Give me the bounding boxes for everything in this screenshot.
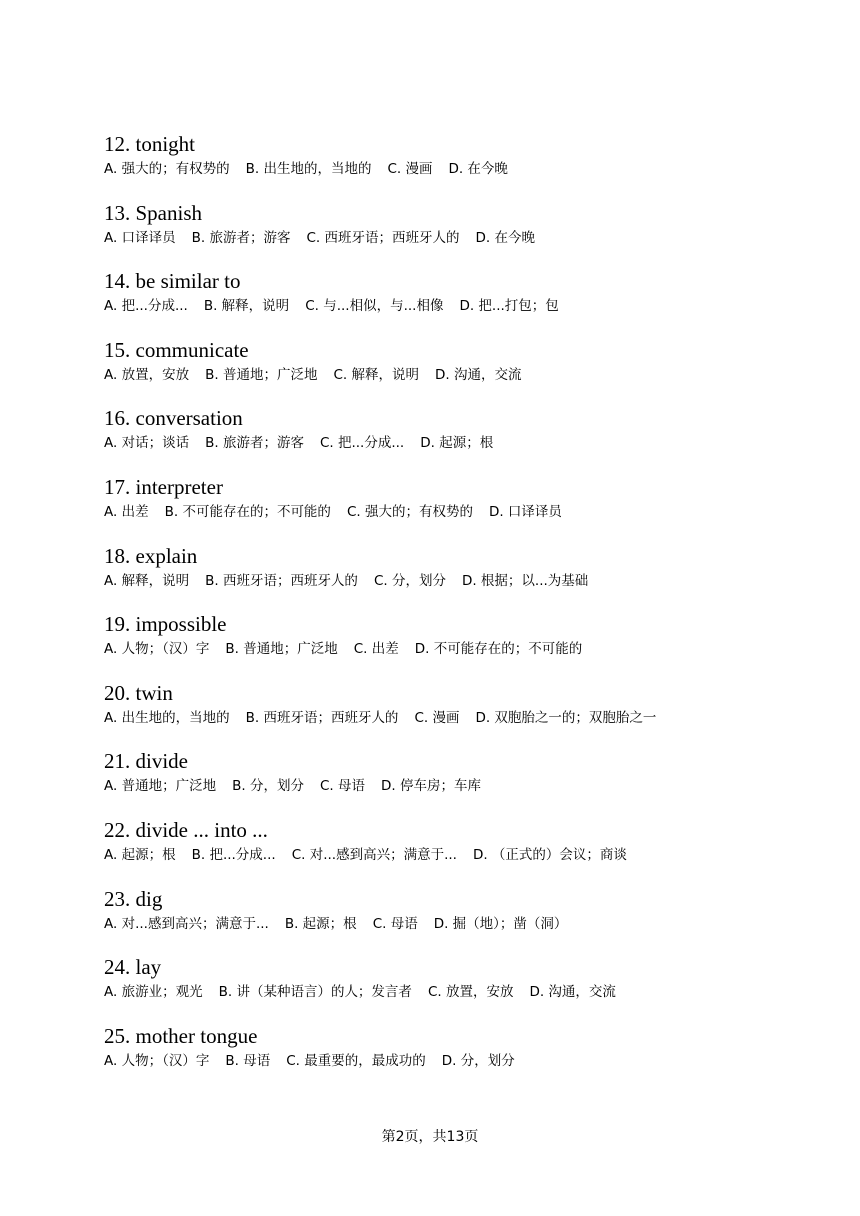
answer-option: B. 普通地；广泛地 — [225, 641, 338, 658]
answer-option: D. 不可能存在的；不可能的 — [414, 641, 583, 658]
answer-option: A. 把...分成... — [104, 298, 188, 315]
answer-option: D. 沟通，交流 — [529, 984, 616, 1001]
answer-option: A. 起源；根 — [104, 846, 176, 863]
answer-options — [104, 227, 824, 249]
question-word: 13. Spanish — [104, 200, 203, 225]
question-word: 25. mother tongue — [104, 1023, 258, 1048]
question-word: 17. interpreter — [104, 474, 223, 499]
answer-option: B. 旅游者；游客 — [205, 435, 304, 452]
answer-options — [104, 844, 824, 866]
answer-option: A. 出差 — [104, 503, 149, 520]
question-word: 22. divide ... into ... — [104, 817, 268, 842]
answer-option: B. 出生地的，当地的 — [245, 161, 372, 177]
question-word: 20. twin — [104, 680, 173, 705]
question-item — [104, 199, 824, 268]
answer-option: D. 口译译员 — [488, 503, 562, 520]
question-word: 19. impossible — [104, 612, 227, 637]
answer-option: D. 根据；以...为基础 — [461, 572, 589, 589]
answer-option: D. 把...打包；包 — [459, 298, 559, 315]
answer-option: C. 与...相似，与...相像 — [305, 298, 444, 315]
answer-options — [104, 1050, 824, 1072]
answer-option: D. 分，划分 — [441, 1052, 515, 1069]
answer-option: A. 人物；（汉）字 — [104, 1052, 210, 1069]
answer-option: B. 旅游者；游客 — [191, 229, 291, 246]
question-word: 21. divide — [104, 749, 188, 774]
answer-option: D. 起源；根 — [420, 435, 494, 452]
question-item — [104, 885, 824, 954]
answer-option: B. 解释，说明 — [203, 298, 290, 315]
answer-option: C. 漫画 — [387, 161, 433, 177]
answer-option: B. 普通地；广泛地 — [205, 366, 318, 383]
answer-option: A. 人物；（汉）字 — [104, 641, 210, 658]
answer-option: B. 起源；根 — [284, 915, 357, 932]
question-item — [104, 747, 824, 816]
question-item — [104, 404, 824, 473]
answer-option: A. 出生地的，当地的 — [104, 709, 230, 726]
answer-option: B. 不可能存在的；不可能的 — [164, 503, 331, 520]
answer-options — [104, 775, 824, 797]
answer-option: C. 母语 — [319, 778, 365, 795]
answer-option: A. 旅游业；观光 — [104, 984, 203, 1001]
answer-option: C. 放置，安放 — [427, 984, 514, 1001]
question-list — [104, 130, 824, 1090]
question-word: 14. be similar to — [104, 269, 241, 294]
answer-option: C. 出差 — [353, 641, 399, 658]
answer-options — [104, 432, 824, 454]
answer-option: C. 强大的；有权势的 — [346, 503, 473, 520]
answer-option: C. 把...分成... — [319, 435, 405, 452]
question-word: 15. communicate — [104, 337, 249, 362]
answer-options — [104, 501, 824, 523]
answer-option: D. 沟通，交流 — [434, 366, 522, 383]
answer-option: C. 最重要的，最成功的 — [286, 1052, 426, 1069]
question-word: 24. lay — [104, 955, 162, 980]
answer-option: B. 讲（某种语言）的人；发言者 — [218, 984, 412, 1001]
answer-option: A. 强大的；有权势的 — [104, 161, 230, 177]
answer-option: C. 漫画 — [414, 709, 460, 726]
answer-option: D. （正式的）会议；商谈 — [472, 846, 627, 863]
question-item — [104, 816, 824, 885]
answer-options — [104, 707, 824, 729]
question-word: 23. dig — [104, 886, 163, 911]
question-item — [104, 542, 824, 611]
answer-option: C. 对...感到高兴；满意于... — [291, 846, 457, 863]
answer-option: C. 解释，说明 — [333, 366, 419, 383]
answer-options — [104, 364, 824, 386]
answer-options — [104, 570, 824, 592]
page-footer: 第2页，共13页 — [381, 1129, 479, 1145]
answer-options — [104, 981, 824, 1003]
answer-option: D. 在今晚 — [448, 161, 508, 177]
answer-option: D. 掘（地）；凿（洞） — [433, 915, 568, 932]
question-item — [104, 1022, 824, 1091]
answer-option: D. 双胞胎之一的；双胞胎之一 — [475, 709, 657, 726]
question-item — [104, 679, 824, 748]
answer-option: B. 把...分成... — [191, 846, 276, 863]
answer-option: B. 西班牙语；西班牙人的 — [205, 572, 358, 589]
answer-options — [104, 913, 824, 935]
answer-option: B. 母语 — [225, 1052, 271, 1069]
answer-option: B. 分，划分 — [232, 778, 304, 795]
answer-option: A. 口译译员 — [104, 229, 176, 246]
answer-option: B. 西班牙语；西班牙人的 — [245, 709, 399, 726]
question-item — [104, 610, 824, 679]
answer-option: A. 普通地；广泛地 — [104, 778, 217, 795]
question-word: 16. conversation — [104, 406, 243, 431]
answer-option: A. 对...感到高兴；满意于... — [104, 915, 269, 932]
answer-options — [104, 158, 824, 180]
answer-option: A. 解释，说明 — [104, 572, 190, 589]
question-item — [104, 953, 824, 1022]
answer-option: C. 分，划分 — [373, 572, 446, 589]
answer-option: C. 母语 — [372, 915, 418, 932]
question-word: 12. tonight — [104, 132, 196, 156]
question-item — [104, 130, 824, 199]
answer-option: C. 西班牙语；西班牙人的 — [306, 229, 460, 246]
answer-option: A. 对话；谈话 — [104, 435, 190, 452]
answer-option: D. 停车房；车库 — [380, 778, 481, 795]
answer-option: D. 在今晚 — [475, 229, 535, 246]
answer-options — [104, 295, 824, 317]
answer-option: A. 放置，安放 — [104, 366, 190, 383]
question-item — [104, 473, 824, 542]
question-item — [104, 267, 824, 336]
question-item — [104, 336, 824, 405]
answer-options — [104, 638, 824, 660]
question-word: 18. explain — [104, 543, 198, 568]
